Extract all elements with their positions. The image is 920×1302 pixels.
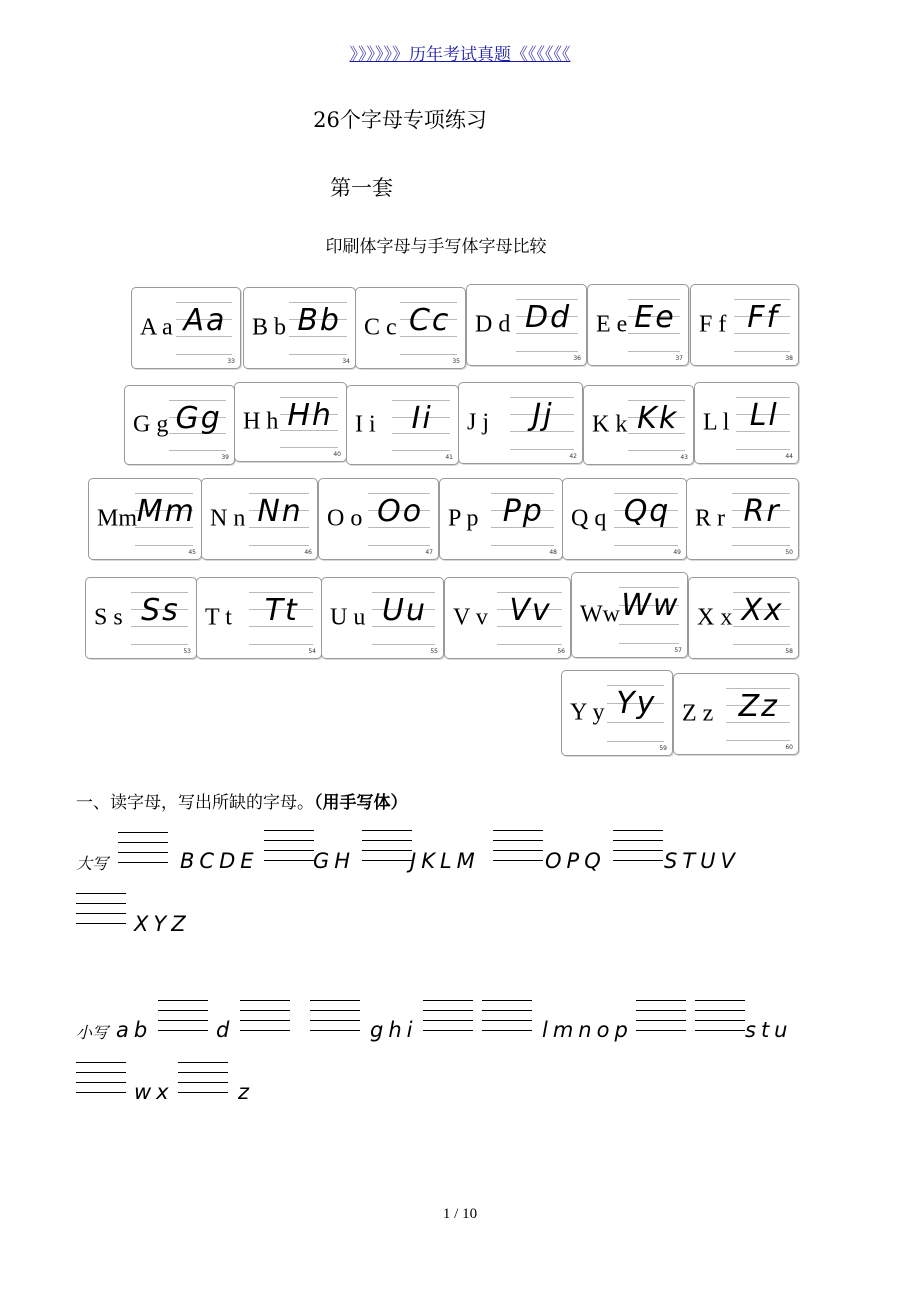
card-number: 49 — [673, 549, 681, 556]
handwriting-lines — [491, 493, 554, 545]
handwriting-lines — [280, 397, 338, 447]
handwritten-letter: Uu — [382, 593, 428, 628]
handwriting-lines — [289, 302, 347, 354]
letter-card — [439, 478, 563, 560]
card-number: 60 — [785, 744, 793, 751]
letter-card — [694, 382, 799, 464]
handwriting-lines — [249, 493, 309, 545]
handwriting-lines — [131, 592, 188, 644]
handwritten-letter: Rr — [743, 494, 781, 529]
letter-card — [587, 284, 689, 366]
letter-card — [466, 284, 587, 366]
letter-card — [444, 577, 571, 659]
handwritten-letter: Qq — [623, 494, 671, 529]
card-number: 53 — [183, 648, 191, 655]
lowercase-letters: d — [216, 1018, 235, 1042]
print-letter: V v — [453, 604, 488, 631]
lowercase-letters: stu — [745, 1018, 793, 1042]
print-letter: A a — [140, 314, 173, 341]
letter-card — [234, 382, 347, 462]
handwriting-lines — [497, 592, 562, 644]
answer-blank[interactable] — [158, 1000, 208, 1034]
answer-blank[interactable] — [482, 1000, 532, 1034]
card-number: 41 — [445, 454, 453, 461]
uppercase-letters: JKLM — [410, 849, 480, 873]
letter-card — [355, 287, 466, 369]
print-letter: R r — [695, 505, 725, 532]
header-link[interactable]: 》》》》》》历年考试真题《《《《《《 — [349, 45, 571, 65]
card-number: 43 — [680, 454, 688, 461]
handwritten-letter: Aa — [183, 303, 227, 338]
lowercase-label: 小写 — [76, 1023, 109, 1042]
answer-blank[interactable] — [76, 1062, 126, 1096]
handwriting-lines — [372, 592, 435, 644]
card-number: 42 — [569, 453, 577, 460]
handwritten-letter: Dd — [524, 300, 572, 335]
card-number: 48 — [549, 549, 557, 556]
handwriting-lines — [169, 400, 226, 450]
handwritten-letter: Xx — [741, 593, 784, 628]
print-letter: H h — [243, 408, 279, 435]
print-letter: Z z — [682, 700, 714, 727]
uppercase-label: 大写 — [76, 854, 109, 873]
handwritten-letter: Gg — [175, 401, 222, 436]
print-letter: U u — [330, 604, 366, 631]
handwriting-lines — [249, 592, 313, 644]
card-number: 35 — [452, 358, 460, 365]
print-letter: K k — [592, 411, 628, 438]
lowercase-letters: lmnop — [542, 1018, 633, 1042]
handwritten-letter: Ff — [747, 300, 780, 335]
card-number: 46 — [304, 549, 312, 556]
letter-card — [458, 382, 583, 464]
handwritten-letter: Cc — [408, 303, 451, 338]
handwritten-letter: Ww — [621, 588, 680, 623]
handwritten-letter: Yy — [616, 686, 657, 721]
handwriting-lines — [176, 302, 232, 354]
answer-blank[interactable] — [310, 1000, 360, 1034]
exercise-instruction: 一、读字母，写出所缺的字母。（用手写体） — [76, 793, 408, 813]
handwritten-letter: Tt — [264, 593, 299, 628]
handwritten-letter: Pp — [502, 494, 544, 529]
handwritten-letter: Ii — [411, 401, 433, 436]
handwritten-letter: Jj — [532, 398, 554, 433]
card-number: 44 — [785, 453, 793, 460]
print-letter: Ww — [580, 601, 620, 628]
page-number: 1 / 10 — [442, 1206, 478, 1222]
handwriting-lines — [400, 302, 457, 354]
print-letter: Q q — [571, 505, 607, 532]
answer-blank[interactable] — [240, 1000, 290, 1034]
lowercase-letters: ghi — [370, 1018, 418, 1042]
lowercase-letters: z — [238, 1080, 255, 1104]
handwriting-lines — [733, 592, 790, 644]
page-title: 26个字母专项练习 — [313, 108, 487, 132]
print-letter: P p — [448, 505, 479, 532]
exercise-instruction-bold: （用手写体） — [314, 793, 408, 813]
print-letter: I i — [355, 411, 376, 438]
handwriting-lines — [726, 688, 790, 740]
print-letter: G g — [133, 411, 169, 438]
handwriting-lines — [516, 299, 578, 351]
handwriting-lines — [368, 493, 430, 545]
handwriting-lines — [628, 400, 685, 450]
card-number: 55 — [430, 648, 438, 655]
handwritten-letter: Vv — [509, 593, 552, 628]
handwriting-lines — [135, 493, 196, 545]
letter-card — [686, 478, 799, 560]
print-letter: L l — [703, 409, 730, 436]
answer-blank[interactable] — [118, 832, 168, 866]
card-number: 40 — [333, 451, 341, 458]
letter-card — [688, 577, 799, 659]
handwritten-letter: Bb — [297, 303, 341, 338]
handwritten-letter: Ll — [749, 398, 779, 433]
handwritten-letter: Kk — [637, 401, 679, 436]
lowercase-letters: ab — [116, 1018, 153, 1042]
letter-card — [346, 385, 459, 465]
card-number: 56 — [557, 648, 565, 655]
card-number: 58 — [785, 648, 793, 655]
card-number: 37 — [675, 355, 683, 362]
handwritten-letter: Ss — [141, 593, 180, 628]
handwriting-lines — [628, 299, 680, 351]
handwritten-letter: Nn — [257, 494, 303, 529]
letter-card — [321, 577, 444, 659]
answer-blank[interactable] — [636, 1000, 686, 1034]
uppercase-letters: BCDE — [180, 849, 259, 873]
handwritten-letter: Mm — [136, 494, 196, 529]
letter-card — [561, 670, 673, 756]
print-letter: C c — [364, 314, 397, 341]
uppercase-letters: GH — [313, 849, 356, 873]
card-number: 36 — [573, 355, 581, 362]
card-number: 50 — [785, 549, 793, 556]
card-number: 39 — [221, 454, 229, 461]
handwritten-letter: Ee — [634, 300, 676, 335]
answer-blank[interactable] — [264, 830, 314, 864]
section-caption: 印刷体字母与手写体字母比较 — [325, 237, 547, 257]
card-number: 54 — [308, 648, 316, 655]
print-letter: O o — [327, 505, 363, 532]
print-letter: X x — [697, 604, 733, 631]
letter-card — [201, 478, 318, 560]
print-letter: D d — [475, 311, 511, 338]
handwriting-lines — [510, 397, 574, 449]
handwriting-lines — [734, 299, 790, 351]
card-number: 45 — [188, 549, 196, 556]
print-letter: Y y — [570, 699, 605, 726]
handwriting-lines — [732, 493, 790, 545]
handwriting-lines — [614, 493, 678, 545]
uppercase-letters: OPQ — [545, 849, 606, 873]
print-letter: J j — [467, 409, 490, 436]
print-letter: T t — [205, 604, 232, 631]
answer-blank[interactable] — [178, 1062, 228, 1096]
letter-card — [318, 478, 439, 560]
letter-card — [85, 577, 197, 659]
print-letter: S s — [94, 604, 123, 631]
letter-card — [88, 478, 202, 560]
card-number: 57 — [674, 647, 682, 654]
uppercase-letters: XYZ — [134, 912, 191, 936]
print-letter: E e — [596, 311, 628, 338]
print-letter: F f — [699, 311, 727, 338]
letter-card — [131, 287, 241, 369]
card-number: 33 — [227, 358, 235, 365]
card-number: 34 — [342, 358, 350, 365]
handwriting-lines — [607, 685, 664, 741]
print-letter: Mm — [97, 505, 138, 532]
letter-card — [673, 673, 799, 755]
letter-card — [243, 287, 356, 369]
handwritten-letter: Oo — [377, 494, 424, 529]
card-number: 59 — [659, 745, 667, 752]
handwritten-letter: Zz — [738, 689, 779, 724]
page-subtitle: 第一套 — [330, 176, 393, 200]
letter-card — [124, 385, 235, 465]
handwriting-lines — [619, 587, 679, 643]
answer-blank[interactable] — [423, 1000, 473, 1034]
handwriting-lines — [392, 400, 450, 450]
lowercase-letters: wx — [134, 1080, 174, 1104]
handwriting-lines — [736, 397, 790, 449]
letter-card — [583, 385, 694, 465]
uppercase-letters: STUV — [664, 849, 740, 873]
answer-blank[interactable] — [695, 1000, 745, 1034]
answer-blank[interactable] — [76, 893, 126, 927]
letter-card — [562, 478, 687, 560]
letter-card — [196, 577, 322, 659]
handwritten-letter: Hh — [287, 398, 333, 433]
print-letter: N n — [210, 505, 246, 532]
answer-blank[interactable] — [493, 830, 543, 864]
answer-blank[interactable] — [362, 830, 412, 864]
card-number: 47 — [425, 549, 433, 556]
print-letter: B b — [252, 314, 287, 341]
answer-blank[interactable] — [613, 830, 663, 864]
letter-card — [571, 572, 688, 658]
letter-card — [690, 284, 799, 366]
card-number: 38 — [785, 355, 793, 362]
